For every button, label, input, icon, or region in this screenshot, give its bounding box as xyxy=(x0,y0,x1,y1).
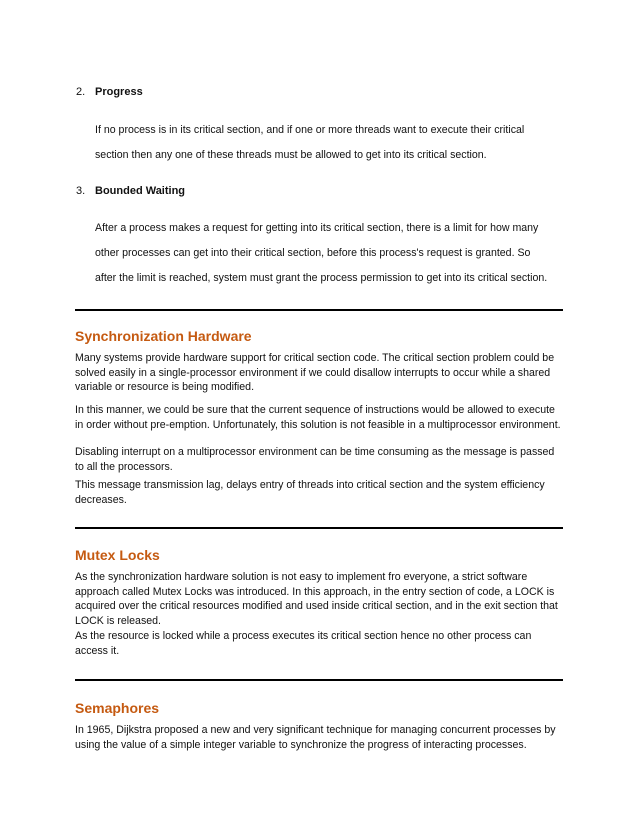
text-line: other processes can get into their critical section, before this process's request is granted. So xyxy=(95,247,531,259)
section-divider xyxy=(75,527,563,529)
progress-text xyxy=(95,118,575,168)
list-title: Bounded Waiting xyxy=(95,185,186,197)
paragraph: As the synchronization hardware solution is not easy to implement fro everyone, a strict software approach called Mutex Locks was introduced. In this approach, in the entry section of code, a LOCK is acquired over the critical resources modified and used inside critical section, and in the exit section that LOCK is released. xyxy=(75,571,558,627)
text-line: If no process is in its critical section, and if one or more threads want to execute their critical xyxy=(95,124,525,136)
bounded-waiting-text xyxy=(95,216,575,291)
paragraph: Many systems provide hardware support for critical section code. The critical section problem could be solved easily in a single-processor environment if we could disallow interrupts to occur while a shared variable or resource is being modified. xyxy=(75,352,555,393)
paragraph: In 1965, Dijkstra proposed a new and very significant technique for managing concurrent processes by using the value of a simple integer variable to synchronize the progress of interacting processes. xyxy=(75,724,556,751)
list-item-bounded-waiting xyxy=(76,185,185,197)
paragraph: This message transmission lag, delays entry of threads into critical section and the system efficiency decreases. xyxy=(75,479,545,506)
section-divider xyxy=(75,309,563,311)
section-heading-sync-hardware: Synchronization Hardware xyxy=(75,328,252,344)
paragraph: In this manner, we could be sure that the current sequence of instructions would be allowed to execute in order without pre-emption. Unfortunately, this solution is not feasible in a multiprocessor environment. xyxy=(75,404,561,431)
text-line: section then any one of these threads must be allowed to get into its critical section. xyxy=(95,149,487,161)
text-line: after the limit is reached, system must grant the process permission to get into its critical section. xyxy=(95,272,548,284)
paragraph: Disabling interrupt on a multiprocessor environment can be time consuming as the message is passed to all the processors. xyxy=(75,446,555,473)
list-item-progress xyxy=(76,86,143,98)
list-number: 2. xyxy=(76,86,86,98)
section-heading-semaphores: Semaphores xyxy=(75,700,160,716)
text-line: After a process makes a request for getting into its critical section, there is a limit for how many xyxy=(95,222,539,234)
section-heading-mutex-locks: Mutex Locks xyxy=(75,547,160,563)
list-title: Progress xyxy=(95,86,143,98)
section-divider xyxy=(75,679,563,681)
paragraph: As the resource is locked while a process executes its critical section hence no other process can access it. xyxy=(75,630,532,657)
list-number: 3. xyxy=(76,185,86,197)
